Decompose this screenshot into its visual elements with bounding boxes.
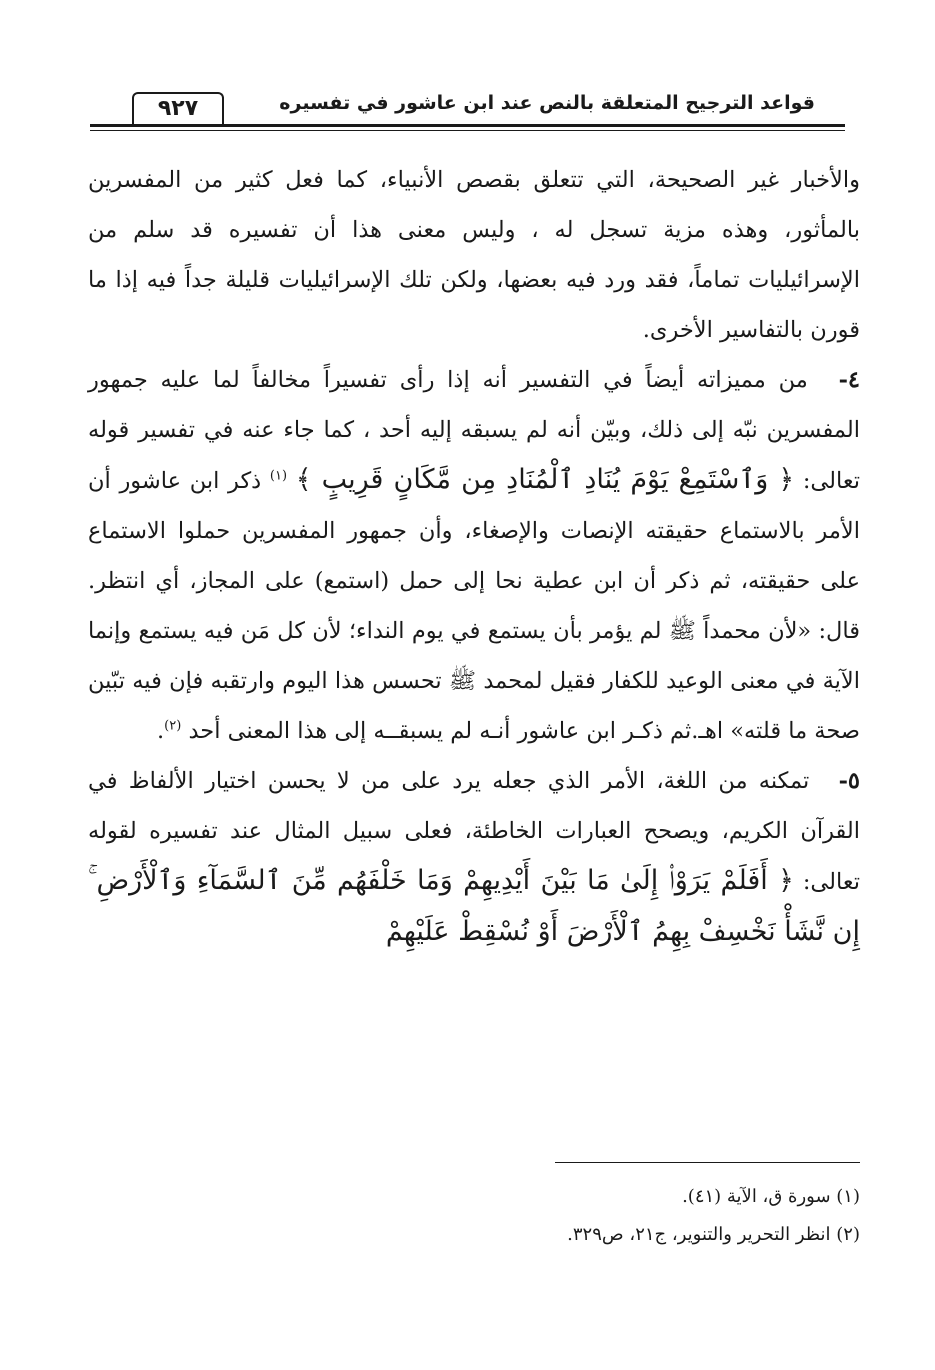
- paragraph-3-text-a: تمكنه من اللغة، الأمر الذي جعله يرد على من لا يحسن اختيار الألفاظ في القرآن الكريم، ويصحح العبارات الخاطئة، فعلى سبيل المثال عند تفسيره لقوله تعالى:: [88, 768, 861, 895]
- footnote-ref-1: (١): [269, 468, 288, 484]
- quran-verse-2: ﴿ أَفَلَمْ يَرَوْا۟ إِلَىٰ مَا بَيْنَ أَيْدِيهِمْ وَمَا خَلْفَهُم مِّنَ ٱلسَّمَآءِ وَٱلْأَرْضِ ۚ إِن نَّشَأْ نَخْسِفْ بِهِمُ ٱلْأَرْضَ أَوْ نُسْقِطْ عَلَيْهِمْ: [88, 865, 860, 947]
- header-rule-thick: [90, 124, 845, 127]
- paragraph-2: ٤- من مميزاته أيضاً في التفسير أنه إذا رأى تفسيراً مخالفاً لما عليه جمهور المفسرين نبّه إلى ذلك، وبيّن أنه لم يسبقه إليه أحد ، كما جاء عنه في تفسير قوله تعالى: ﴿ وَٱسْتَمِعْ يَوْمَ يُنَادِ ٱلْمُنَادِ مِن مَّكَانٍ قَرِيبٍ ﴾ $^{(١)}$ ذكر ابن عاشور أن الأمر بالاستماع حقيقته الإنصات والإصغاء، وأن جمهور المفسرين حملوا الاستماع على حقيقته، ثم ذكر أن ابن عطية نحا إلى حمل (استمع) على المجاز، أي انتظر. قال: «لأن محمداً ﷺ لم يؤمر بأن يستمع في يوم النداء؛ لأن كل مَن فيه يستمع وإنما الآية في معنى الوعيد للكفار فقيل لمحمد ﷺ تحسس هذا اليوم وارتقبه فإن فيه تبّين صحة ما قلته» اهـ.ثم ذكـر ابن عاشور أنـه لم يسبقــه إلى هذا المعنى أحد $^{(٢)}$.: [88, 367, 860, 744]
- page-number: ٩٢٧: [132, 92, 224, 124]
- paragraph-3: [88, 756, 860, 958]
- page-header: [90, 88, 845, 132]
- header-rule-thin: [90, 130, 845, 131]
- footnote-2: (٢) انظر التحرير والتنوير، ج٢١، ص٣٢٩.: [567, 1224, 860, 1245]
- footnote-1: (١) سورة ق، الآية (٤١).: [682, 1186, 860, 1207]
- running-title: قواعد الترجيح المتعلقة بالنص عند ابن عاشور في تفسيره: [279, 92, 815, 114]
- footnote-separator: [555, 1162, 860, 1163]
- paragraph-1: والأخبار غير الصحيحة، التي تتعلق بقصص الأنبياء، كما فعل كثير من المفسرين بالمأثور، وهذه مزية تسجل له ، وليس معنى هذا أن تفسيره قد سلم من الإسرائيليات تماماً، فقد ورد فيه بعضها، ولكن تلك الإسرائيليات قليلة جداً فيه إذا ما قورن بالتفاسير الأخرى.: [88, 167, 860, 343]
- item-number-5: ٥-: [838, 768, 860, 794]
- footnote-ref-2: (٢): [164, 718, 182, 734]
- footnotes: [88, 1178, 860, 1254]
- paragraph-2-text-b: ذكر ابن عاشور أن الأمر بالاستماع حقيقته الإنصات والإصغاء، وأن جمهور المفسرين حملوا الاستماع على حقيقته، ثم ذكر أن ابن عطية نحا إلى حمل (استمع) على المجاز، أي انتظر. قال: «لأن محمداً ﷺ لم يؤمر بأن يستمع في يوم النداء؛ لأن كل مَن فيه يستمع وإنما الآية في معنى الوعيد للكفار فقيل لمحمد ﷺ تحسس هذا اليوم وارتقبه فإن فيه تبّين صحة ما قلته» اهـ.ثم ذكـر ابن عاشور أنـه لم يسبقــه إلى هذا المعنى أحد: [88, 468, 860, 744]
- body-text: [88, 155, 860, 958]
- paragraph-2-text-a: من مميزاته أيضاً في التفسير أنه إذا رأى تفسيراً مخالفاً لما عليه جمهور المفسرين نبّه إلى ذلك، وبيّن أنه لم يسبقه إليه أحد ، كما جاء عنه في تفسير قوله تعالى:: [88, 367, 860, 494]
- quran-verse-1: ﴿ وَٱسْتَمِعْ يَوْمَ يُنَادِ ٱلْمُنَادِ مِن مَّكَانٍ قَرِيبٍ ﴾: [295, 464, 795, 495]
- item-number-4: ٤-: [838, 367, 860, 393]
